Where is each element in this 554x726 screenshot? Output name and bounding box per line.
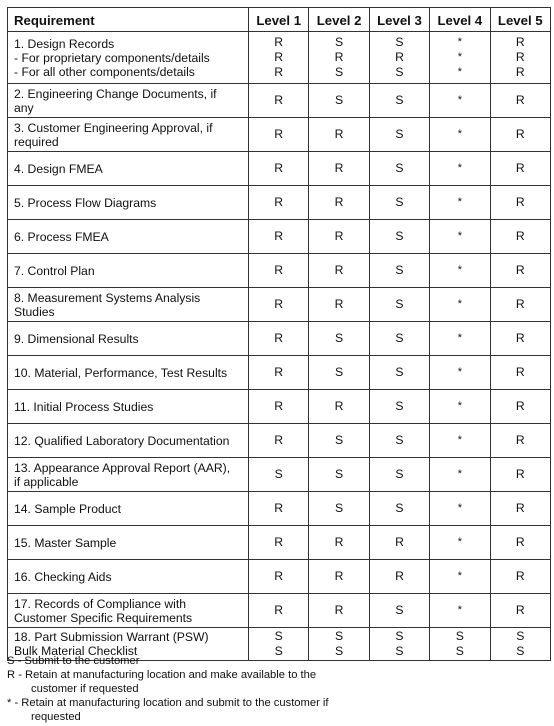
level-4-cell: [430, 84, 490, 118]
level-3-cell: [369, 356, 429, 390]
requirement-cell: [8, 152, 249, 186]
level-1-cell: [249, 492, 309, 526]
requirement-text: 2. Engineering Change Documents, if: [14, 86, 217, 101]
level-code: *: [457, 66, 462, 78]
table-row: [8, 84, 551, 118]
requirement-cell: [8, 220, 249, 254]
level-2-cell: [309, 526, 369, 560]
requirement-text: 13. Appearance Approval Report (AAR),: [14, 460, 231, 475]
level-code: *: [457, 366, 462, 378]
level-code: R: [274, 229, 284, 243]
level-4-cell: [430, 560, 490, 594]
level-code: *: [457, 128, 462, 140]
level-5-cell: [490, 356, 550, 390]
level-code: R: [515, 50, 525, 64]
level-2-cell: [309, 186, 369, 220]
requirement-text: 3. Customer Engineering Approval, if: [14, 120, 213, 135]
level-code: S: [395, 195, 404, 209]
level-code: S: [335, 365, 344, 379]
level-3-cell: [369, 220, 429, 254]
level-code: S: [395, 433, 404, 447]
level-4-cell: [430, 594, 490, 628]
level-2-cell: [309, 458, 369, 492]
legend-continuation: customer if requested: [31, 683, 139, 695]
level-3-cell: [369, 492, 429, 526]
legend-item: [7, 696, 547, 724]
level-1-cell: [249, 424, 309, 458]
header-level-1: Level 1: [249, 8, 309, 32]
requirement-cell: [8, 458, 249, 492]
level-2-cell: [309, 220, 369, 254]
level-code: S: [455, 644, 464, 658]
level-code: *: [457, 604, 462, 616]
level-1-cell: [249, 458, 309, 492]
level-code: R: [515, 229, 525, 243]
level-4-cell: [430, 118, 490, 152]
level-code: R: [515, 331, 525, 345]
level-code: R: [274, 399, 284, 413]
level-2-cell: [309, 322, 369, 356]
legend-item: [7, 668, 547, 696]
level-code: R: [274, 569, 284, 583]
requirement-cell: [8, 424, 249, 458]
level-2-cell: [309, 84, 369, 118]
level-code: *: [457, 298, 462, 310]
level-code: R: [274, 603, 284, 617]
level-5-cell: [490, 424, 550, 458]
level-2-cell: [309, 152, 369, 186]
level-code: *: [457, 332, 462, 344]
level-4-cell: [430, 288, 490, 322]
level-code: S: [335, 501, 344, 515]
level-1-cell: [249, 390, 309, 424]
level-code: S: [395, 263, 404, 277]
level-code: R: [334, 297, 344, 311]
level-code: S: [395, 161, 404, 175]
legend-text: R - Retain at manufacturing location and make available to the: [7, 669, 317, 681]
level-code: R: [274, 433, 284, 447]
table-row: [8, 186, 551, 220]
level-2-cell: [309, 288, 369, 322]
level-code: R: [334, 161, 344, 175]
level-1-cell: [249, 560, 309, 594]
level-code: R: [515, 365, 525, 379]
level-code: R: [334, 195, 344, 209]
level-1-cell: [249, 322, 309, 356]
requirement-text: - For proprietary components/details: [14, 50, 210, 65]
level-code: R: [334, 603, 344, 617]
level-5-cell: [490, 32, 550, 84]
table-row: [8, 458, 551, 492]
level-code: S: [335, 644, 344, 658]
level-5-cell: [490, 220, 550, 254]
level-code: R: [515, 535, 525, 549]
requirement-cell: [8, 356, 249, 390]
level-code: S: [395, 399, 404, 413]
level-1-cell: [249, 118, 309, 152]
level-code: *: [457, 264, 462, 276]
level-code: S: [335, 65, 344, 79]
level-3-cell: [369, 84, 429, 118]
requirement-text: 17. Records of Compliance with: [14, 596, 187, 611]
level-code: S: [335, 467, 344, 481]
table-row: [8, 526, 551, 560]
level-code: R: [274, 195, 284, 209]
level-4-cell: [430, 254, 490, 288]
level-3-cell: [369, 526, 429, 560]
requirement-cell: [8, 594, 249, 628]
level-code: S: [395, 35, 404, 49]
level-1-cell: [249, 84, 309, 118]
level-3-cell: [369, 458, 429, 492]
level-code: R: [515, 127, 525, 141]
table-row: [8, 32, 551, 84]
level-code: S: [395, 331, 404, 345]
level-4-cell: [430, 390, 490, 424]
level-3-cell: [369, 560, 429, 594]
level-code: R: [334, 50, 344, 64]
header-requirement: Requirement: [8, 8, 249, 32]
level-2-cell: [309, 254, 369, 288]
level-5-cell: [490, 492, 550, 526]
requirement-text: 4. Design FMEA: [14, 161, 103, 176]
level-code: R: [274, 161, 284, 175]
level-1-cell: [249, 526, 309, 560]
level-code: *: [457, 434, 462, 446]
level-3-cell: [369, 594, 429, 628]
table-row: [8, 220, 551, 254]
requirement-text: 8. Measurement Systems Analysis: [14, 290, 201, 305]
table-row: [8, 356, 551, 390]
level-3-cell: [369, 152, 429, 186]
level-4-cell: [430, 186, 490, 220]
level-code: R: [515, 569, 525, 583]
requirement-text: 10. Material, Performance, Test Results: [14, 365, 228, 380]
table-row: [8, 560, 551, 594]
requirement-cell: [8, 32, 249, 84]
level-2-cell: [309, 560, 369, 594]
requirement-cell: [8, 560, 249, 594]
requirement-cell: [8, 186, 249, 220]
level-1-cell: [249, 288, 309, 322]
level-5-cell: [490, 526, 550, 560]
table-row: [8, 152, 551, 186]
level-code: R: [515, 603, 525, 617]
level-code: *: [457, 502, 462, 514]
level-code: *: [457, 400, 462, 412]
level-code: R: [274, 331, 284, 345]
level-3-cell: [369, 254, 429, 288]
requirement-text: 5. Process Flow Diagrams: [14, 195, 157, 210]
requirement-text: 18. Part Submission Warrant (PSW): [14, 630, 209, 644]
header-level-5: Level 5: [490, 8, 550, 32]
requirement-text: 7. Control Plan: [14, 263, 95, 278]
level-5-cell: [490, 458, 550, 492]
requirement-cell: [8, 118, 249, 152]
level-code: S: [395, 644, 404, 658]
level-4-cell: [430, 32, 490, 84]
level-code: S: [335, 433, 344, 447]
level-code: S: [335, 331, 344, 345]
level-code: *: [457, 570, 462, 582]
level-code: R: [334, 263, 344, 277]
header-row: [8, 8, 551, 32]
table-row: [8, 424, 551, 458]
legend-item: [7, 654, 547, 668]
level-4-cell: [430, 492, 490, 526]
level-3-cell: [369, 322, 429, 356]
level-code: S: [395, 127, 404, 141]
level-code: S: [335, 93, 344, 107]
level-code: S: [516, 644, 525, 658]
level-code: S: [395, 467, 404, 481]
level-2-cell: [309, 356, 369, 390]
level-5-cell: [490, 288, 550, 322]
level-code: R: [515, 297, 525, 311]
legend-text: * - Retain at manufacturing location and submit to the customer if: [7, 697, 329, 709]
level-code: S: [395, 501, 404, 515]
requirement-cell: [8, 390, 249, 424]
level-code: *: [457, 94, 462, 106]
requirement-text: 11. Initial Process Studies: [14, 399, 154, 414]
header-level-3: Level 3: [369, 8, 429, 32]
level-4-cell: [430, 526, 490, 560]
requirement-text: Customer Specific Requirements: [14, 610, 193, 625]
level-5-cell: [490, 118, 550, 152]
level-5-cell: [490, 560, 550, 594]
table-row: [8, 288, 551, 322]
table-row: [8, 254, 551, 288]
level-code: R: [274, 35, 284, 49]
level-code: S: [395, 629, 404, 643]
level-code: S: [335, 35, 344, 49]
table-body: [8, 32, 551, 661]
requirement-text: required: [14, 134, 59, 149]
table-row: [8, 390, 551, 424]
level-code: S: [455, 629, 464, 643]
level-code: R: [274, 501, 284, 515]
requirements-table: [7, 7, 551, 661]
level-code: R: [274, 50, 284, 64]
level-code: *: [457, 36, 462, 48]
requirement-text: if applicable: [14, 474, 79, 489]
level-code: R: [515, 93, 525, 107]
level-code: R: [274, 65, 284, 79]
requirement-cell: [8, 288, 249, 322]
level-code: R: [395, 50, 404, 64]
level-3-cell: [369, 390, 429, 424]
requirement-cell: [8, 322, 249, 356]
requirement-text: Studies: [14, 304, 55, 319]
table-row: [8, 322, 551, 356]
requirement-text: 12. Qualified Laboratory Documentation: [14, 433, 230, 448]
requirement-text: - For all other components/details: [14, 64, 195, 79]
level-code: S: [274, 467, 283, 481]
level-4-cell: [430, 356, 490, 390]
legend-text: S - Submit to the customer: [7, 655, 140, 667]
level-code: R: [395, 569, 404, 583]
level-code: *: [457, 536, 462, 548]
level-code: R: [515, 65, 525, 79]
requirement-text: 6. Process FMEA: [14, 229, 109, 244]
level-code: *: [457, 230, 462, 242]
level-1-cell: [249, 186, 309, 220]
level-1-cell: [249, 152, 309, 186]
legend-continuation: requested: [31, 711, 81, 723]
level-code: R: [274, 263, 284, 277]
level-code: S: [274, 644, 283, 658]
level-4-cell: [430, 220, 490, 254]
requirement-text: 16. Checking Aids: [14, 569, 112, 584]
level-5-cell: [490, 84, 550, 118]
table-row: [8, 594, 551, 628]
level-2-cell: [309, 118, 369, 152]
level-code: R: [515, 433, 525, 447]
level-code: R: [515, 161, 525, 175]
level-5-cell: [490, 322, 550, 356]
header-level-4: Level 4: [430, 8, 490, 32]
level-2-cell: [309, 424, 369, 458]
level-5-cell: [490, 594, 550, 628]
level-code: S: [395, 603, 404, 617]
level-code: S: [335, 629, 344, 643]
requirement-cell: [8, 84, 249, 118]
requirement-text: 9. Dimensional Results: [14, 331, 139, 346]
level-code: R: [515, 263, 525, 277]
level-3-cell: [369, 288, 429, 322]
level-4-cell: [430, 152, 490, 186]
level-code: R: [334, 399, 344, 413]
level-3-cell: [369, 118, 429, 152]
requirement-text: 15. Master Sample: [14, 535, 117, 550]
requirement-text: Bulk Material Checklist: [14, 644, 138, 658]
level-code: R: [334, 127, 344, 141]
level-code: S: [395, 297, 404, 311]
level-code: S: [395, 93, 404, 107]
level-2-cell: [309, 32, 369, 84]
level-code: *: [457, 196, 462, 208]
level-4-cell: [430, 322, 490, 356]
level-code: R: [515, 195, 525, 209]
level-code: R: [515, 35, 525, 49]
level-code: R: [334, 535, 344, 549]
requirement-text: 14. Sample Product: [14, 501, 122, 516]
level-code: R: [515, 467, 525, 481]
table-row: [8, 492, 551, 526]
level-code: R: [334, 229, 344, 243]
level-code: S: [274, 629, 283, 643]
level-5-cell: [490, 152, 550, 186]
level-1-cell: [249, 356, 309, 390]
level-2-cell: [309, 492, 369, 526]
level-code: R: [515, 399, 525, 413]
legend: [7, 654, 547, 724]
level-code: S: [395, 365, 404, 379]
level-2-cell: [309, 594, 369, 628]
requirement-text: any: [14, 100, 34, 115]
level-code: *: [457, 162, 462, 174]
level-code: S: [395, 65, 404, 79]
level-code: R: [274, 297, 284, 311]
level-4-cell: [430, 458, 490, 492]
level-code: S: [395, 229, 404, 243]
requirement-cell: [8, 254, 249, 288]
level-3-cell: [369, 424, 429, 458]
level-5-cell: [490, 186, 550, 220]
level-3-cell: [369, 32, 429, 84]
level-code: R: [274, 93, 284, 107]
level-5-cell: [490, 390, 550, 424]
level-1-cell: [249, 32, 309, 84]
level-1-cell: [249, 220, 309, 254]
level-code: R: [515, 501, 525, 515]
level-2-cell: [309, 390, 369, 424]
header-level-2: Level 2: [309, 8, 369, 32]
level-code: *: [457, 51, 462, 63]
requirement-cell: [8, 526, 249, 560]
level-3-cell: [369, 186, 429, 220]
level-code: R: [274, 535, 284, 549]
level-1-cell: [249, 254, 309, 288]
level-4-cell: [430, 424, 490, 458]
level-code: *: [457, 468, 462, 480]
level-1-cell: [249, 594, 309, 628]
requirement-cell: [8, 492, 249, 526]
level-code: S: [516, 629, 525, 643]
level-code: R: [274, 365, 284, 379]
level-code: R: [395, 535, 404, 549]
level-5-cell: [490, 254, 550, 288]
requirement-text: 1. Design Records: [14, 36, 115, 51]
level-code: R: [274, 127, 284, 141]
table-row: [8, 118, 551, 152]
level-code: R: [334, 569, 344, 583]
